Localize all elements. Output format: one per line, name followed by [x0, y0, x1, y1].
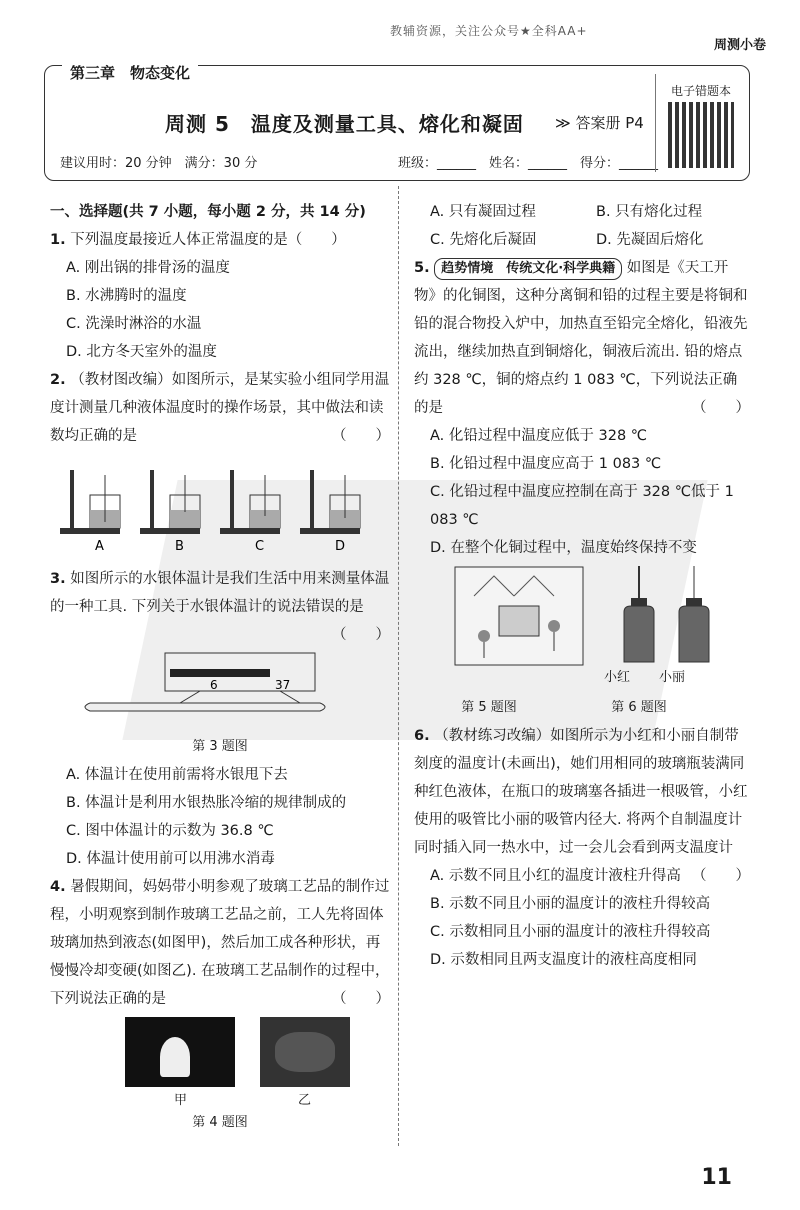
q4-caption: 第 4 题图	[192, 1115, 248, 1130]
q3-number: 3.	[50, 571, 66, 587]
q5-trend-badge: 趋势情境 传统文化·科学典籍	[434, 258, 622, 280]
right-column	[414, 198, 750, 974]
page-number: 11	[701, 1165, 732, 1190]
q5-text: 如图是《天工开物》的化铜图，这种分离铜和铅的过程主要是将铜和铅的混合物投入炉中，加热直至铅完全熔化，铅液先流出，继续加热直到铜熔化，铜液后流出. 铅的熔点约 328 ℃，铜的熔点约 1 083 ℃，下列说法正确的是	[414, 260, 748, 416]
q2-label-d[interactable]: D	[335, 539, 346, 554]
qr-label: 电子错题本	[671, 84, 732, 98]
q6-option-c[interactable]: C. 示数相同且小丽的温度计的液柱升得较高	[430, 924, 711, 940]
q5-option-d[interactable]: D. 在整个化铜过程中，温度始终保持不变	[430, 540, 697, 556]
q5-caption: 第 5 题图	[461, 700, 517, 715]
q5-option-b[interactable]: B. 化铅过程中温度应高于 1 083 ℃	[430, 456, 662, 472]
student-fields[interactable]: 班级：______ 姓名：______ 得分：______	[398, 156, 659, 171]
watermark-text: 教辅资源，关注公众号★全科AA+	[390, 24, 588, 38]
q2-figure-c	[220, 470, 280, 534]
q6-answer-paren[interactable]: （ ）	[692, 868, 750, 884]
q1-number: 1.	[50, 232, 66, 248]
q6-name-xiaohong: 小红	[604, 670, 631, 685]
q4-label-yi: 乙	[298, 1093, 312, 1108]
q2-figure-d	[300, 470, 360, 534]
suggested-time: 建议用时：20 分钟 满分：30 分	[60, 156, 258, 171]
q3-option-d[interactable]: D. 体温计使用前可以用沸水消毒	[66, 851, 275, 867]
q2-label-a[interactable]: A	[95, 539, 104, 554]
page-title: 周测 5 温度及测量工具、熔化和凝固	[165, 112, 524, 136]
section-tag: 周测小卷	[713, 38, 766, 53]
q3-thermometer-body	[85, 703, 325, 711]
q6-name-xiaoli: 小丽	[659, 670, 686, 685]
q6-option-a[interactable]: A. 示数不同且小红的温度计液柱升得高	[430, 868, 681, 884]
column-divider	[398, 186, 399, 1146]
q5-number: 5.	[414, 260, 430, 276]
q4-option-b[interactable]: B. 只有熔化过程	[596, 204, 703, 220]
q2-figure	[50, 450, 370, 555]
left-column	[50, 198, 390, 1137]
q6-option-d[interactable]: D. 示数相同且两支温度计的液柱高度相同	[430, 952, 697, 968]
q5-option-a[interactable]: A. 化铅过程中温度应低于 328 ℃	[430, 428, 648, 444]
q4-option-c[interactable]: C. 先熔化后凝固	[430, 232, 537, 248]
q2-answer-paren[interactable]: （ ）	[332, 428, 390, 444]
section-heading: 一、选择题(共 7 小题，每小题 2 分，共 14 分)	[50, 204, 366, 220]
q4-label-jia: 甲	[174, 1093, 188, 1108]
q4-figure	[50, 1013, 390, 1109]
q4-option-d[interactable]: D. 先凝固后熔化	[596, 232, 704, 248]
q3-scale-left: 6	[210, 678, 218, 692]
q2-figure-a	[60, 470, 120, 534]
q5-answer-paren[interactable]: （ ）	[692, 400, 750, 416]
q6-bottles-image	[609, 562, 729, 672]
q1-option-a[interactable]: A. 刚出锅的排骨汤的温度	[66, 260, 230, 276]
q3-scale-right: 37	[275, 678, 291, 692]
chapter-title: 第三章 物态变化	[62, 62, 198, 83]
q3-option-c[interactable]: C. 图中体温计的示数为 36.8 ℃	[66, 823, 274, 839]
q2-number: 2.	[50, 372, 66, 388]
q2-text: （教材图改编）如图所示，是某实验小组同学用温度计测量几种液体温度时的操作场景，其中做法和读数均正确的是	[50, 372, 390, 444]
q4-image-molten-glass	[125, 1017, 235, 1087]
q4-text: 暑假期间，妈妈带小明参观了玻璃工艺品的制作过程，小明观察到制作玻璃工艺品之前，工人先将固体玻璃加热到液态(如图甲)，然后加工成各种形状，再慢慢冷却变硬(如图乙). 在玻璃工艺品制作的过程中，下列说法正确的是	[50, 879, 390, 1007]
q5-option-c[interactable]: C. 化铅过程中温度应控制在高于 328 ℃低于 1 083 ℃	[430, 484, 734, 528]
q1-option-d[interactable]: D. 北方冬天室外的温度	[66, 344, 217, 360]
q5-q6-figures	[414, 562, 750, 694]
q6-option-b[interactable]: B. 示数不同且小丽的温度计的液柱升得较高	[430, 896, 711, 912]
q6-caption: 第 6 题图	[611, 700, 667, 715]
q5-copper-smelting-image	[454, 566, 584, 666]
q3-option-a[interactable]: A. 体温计在使用前需将水银甩下去	[66, 767, 288, 783]
q3-answer-paren[interactable]: （ ）	[332, 627, 390, 643]
q3-thermometer-figure	[50, 649, 370, 723]
answer-reference: ≫ 答案册 P4	[555, 114, 644, 132]
q4-image-glass-art	[260, 1017, 350, 1087]
q2-label-c[interactable]: C	[255, 539, 265, 554]
q3-caption: 第 3 题图	[192, 739, 248, 754]
q6-text: （教材练习改编）如图所示为小红和小丽自制带刻度的温度计(未画出)，她们用相同的玻璃瓶装满同种红色液体，在瓶口的玻璃塞各插进一根吸管，小红使用的吸管比小丽的吸管内径大. 将两个自制温度计同时插入同一热水中，过一会儿会看到两支温度计	[414, 728, 748, 856]
q3-text: 如图所示的水银体温计是我们生活中用来测量体温的一种工具. 下列关于水银体温计的说法错误的是	[50, 571, 390, 615]
q6-number: 6.	[414, 728, 430, 744]
q1-text: 下列温度最接近人体正常温度的是（ ）	[70, 232, 346, 248]
q1-option-b[interactable]: B. 水沸腾时的温度	[66, 288, 187, 304]
xiaohong-bottle	[624, 606, 654, 662]
q2-label-b[interactable]: B	[175, 539, 184, 554]
q2-figure-b	[140, 470, 200, 534]
xiaoli-bottle	[679, 606, 709, 662]
q3-option-b[interactable]: B. 体温计是利用水银热胀冷缩的规律制成的	[66, 795, 347, 811]
q1-option-c[interactable]: C. 洗澡时淋浴的水温	[66, 316, 202, 332]
q4-number: 4.	[50, 879, 66, 895]
q4-answer-paren[interactable]: （ ）	[332, 991, 390, 1007]
q4-option-a[interactable]: A. 只有凝固过程	[430, 204, 536, 220]
q3-mercury-column	[170, 669, 270, 677]
top-bar	[0, 0, 800, 62]
qr-code-icon[interactable]	[668, 102, 734, 168]
